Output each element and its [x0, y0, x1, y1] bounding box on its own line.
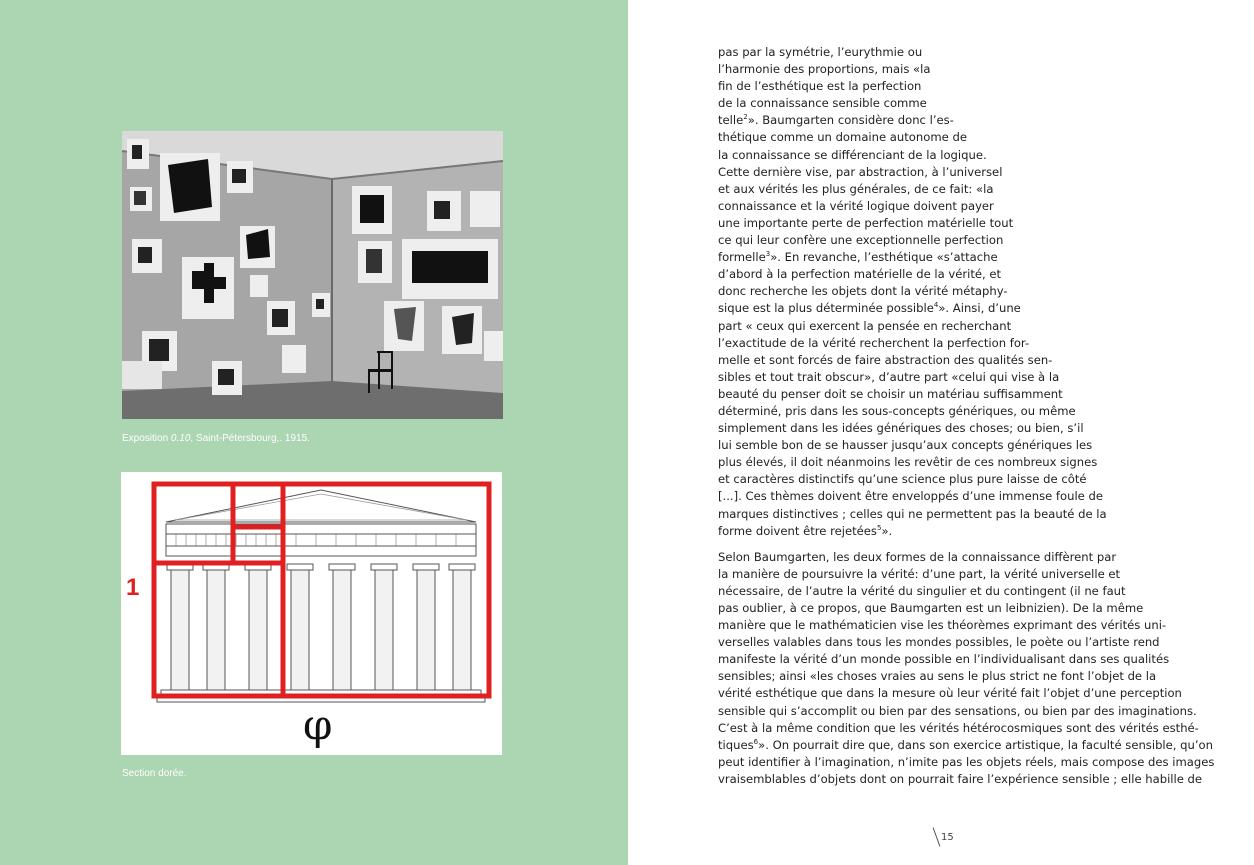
body-text [718, 44, 1215, 788]
diagram-label-phi: φ [303, 700, 333, 749]
text-line: sensible qui s’accomplit ou bien par des sensations, ou bien par des imaginations. [718, 703, 1197, 718]
exhibition-photo [122, 131, 503, 419]
text-line: lui semble bon de se hausser jusqu’aux concepts génériques les [718, 438, 1093, 453]
text-line: la connaissance se différenciant de la logique. [718, 147, 987, 162]
text-line: de la connaissance sensible comme [718, 96, 927, 111]
text-line: l’harmonie des proportions, mais «la [718, 62, 931, 77]
diagram-label-one: 1 [126, 574, 140, 601]
text-line: pas par la symétrie, l’eurythmie ou [718, 45, 923, 59]
paragraph-2 [718, 549, 1215, 788]
text-line: Cette dernière vise, par abstraction, à l’universel [718, 164, 1003, 179]
text-line: fin de l’esthétique est la perfection [718, 79, 922, 94]
text-line: plus élevés, il doit néanmoins les revêtir de ces nombreux signes [718, 455, 1098, 470]
text-line: vérité esthétique que dans la mesure où leur vérité fait l’objet d’une perception [718, 686, 1182, 701]
text-line: C’est à la même condition que les vérités hétérocosmiques sont des vérités esthé- [718, 720, 1199, 735]
text-line: vraisemblables d’objets dont on pourrait faire l’expérience sensible ; elle habille de [718, 771, 1203, 786]
text-line: peut identifier à l’imagination, n’imite pas les objets réels, mais compose des images [718, 754, 1215, 769]
text-line: déterminé, pris dans les sous-concepts génériques, ou même [718, 403, 1076, 418]
text-line: beauté du penser doit se choisir un matériau suffisamment [718, 386, 1063, 401]
text-line: marques distinctives ; celles qui ne permettent pas la beauté de la [718, 506, 1107, 521]
text-line: manière que le mathématicien vise les théorèmes exprimant des vérités uni- [718, 618, 1167, 633]
text-line: part « ceux qui exercent la pensée en recherchant [718, 318, 1012, 333]
text-line: telle$^2$». Baumgarten considère donc l’es- [718, 113, 954, 128]
text-line: thétique comme un domaine autonome de [718, 130, 967, 145]
text-line: la manière de poursuivre la vérité: d’une part, la vérité universelle et [718, 566, 1121, 581]
text-line: et aux vérités les plus générales, de ce fait: «la [718, 181, 994, 196]
text-line: manifeste la vérité d’un monde possible en l’individualisant dans ses qualités [718, 652, 1170, 667]
text-line: d’abord à la perfection matérielle de la vérité, et [718, 267, 1002, 282]
text-line: l’exactitude de la vérité recherchent la perfection for- [718, 335, 1030, 350]
text-line: tiques$^6$». On pourrait dire que, dans son exercice artistique, la faculté sensible, qu’on [718, 737, 1213, 752]
text-line: melle et sont forcés de faire abstraction des qualités sen- [718, 352, 1053, 367]
paragraph-1 [718, 44, 1202, 540]
text-line: connaissance et la vérité logique doivent payer [718, 198, 994, 213]
text-line: formelle$^3$». En revanche, l’esthétique «s’attache [718, 250, 998, 265]
text-line: sique est la plus déterminée possible$^4$». Ainsi, d’une [718, 301, 1021, 316]
page-number: 15 [936, 827, 954, 847]
text-line: simplement dans les idées génériques des choses; ou bien, s’il [718, 421, 1084, 436]
text-line: pas oublier, à ce propos, que Baumgarten est un leibnizien). De la même [718, 601, 1144, 615]
text-line: nécessaire, de l’autre la vérité du singulier et du contingent (il ne faut [718, 583, 1126, 598]
text-line: donc recherche les objets dont la vérité métaphy- [718, 284, 1008, 299]
text-line: sensibles; ainsi «les choses vraies au sens le plus strict ne font l’objet de la [718, 669, 1157, 684]
text-line: une importante perte de perfection matérielle tout [718, 215, 1014, 230]
text-line: forme doivent être rejetées$^5$». [718, 523, 893, 538]
text-line: et caractères distinctifs qu’une science plus pure laisse de côté [718, 472, 1087, 487]
text-line: Selon Baumgarten, les deux formes de la connaissance diffèrent par [718, 549, 1117, 564]
text-line: verselles valables dans tous les mondes possibles, le poète ou l’artiste rend [718, 635, 1160, 650]
text-line: [...]. Ces thèmes doivent être enveloppés d’une immense foule de [718, 489, 1103, 504]
text-line: sibles et tout trait obscur», d’autre part «celui qui vise à la [718, 369, 1060, 384]
photo-caption: Exposition 0.10, Saint-Pétersbourg,. 1915. [122, 433, 310, 444]
diagram-caption: Section dorée. [122, 768, 187, 779]
text-line: ce qui leur confère une exceptionnelle perfection [718, 233, 1004, 248]
